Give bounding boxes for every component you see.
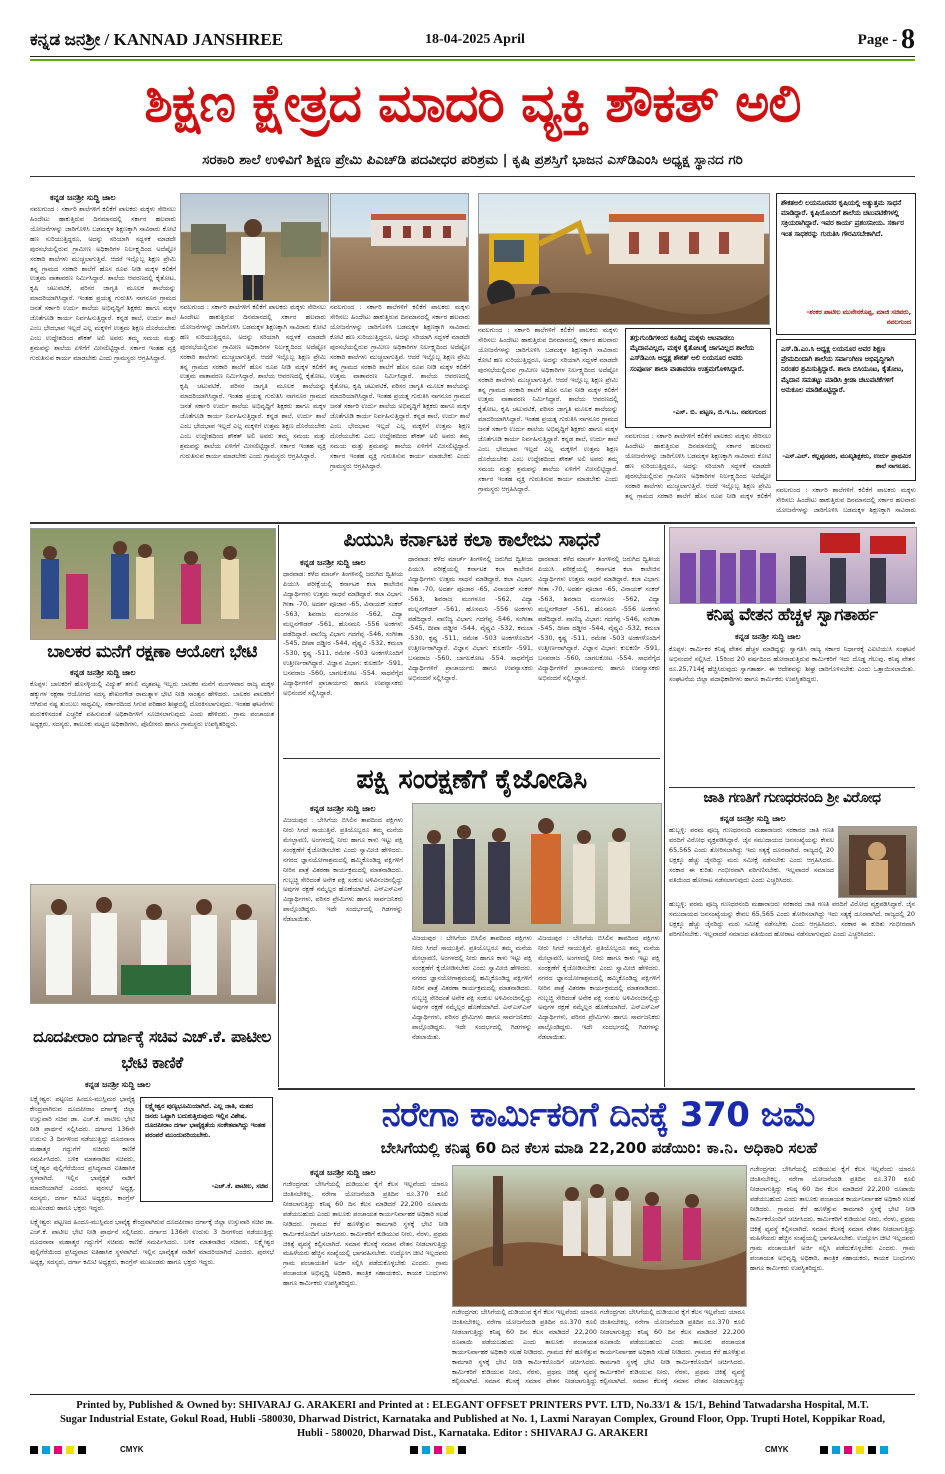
census-story-title: ಜಾತಿ ಗಣತಿಗೆ ಗುಣಧರನಂದಿ ಶ್ರೀ ವಿರೋಧ [703, 790, 881, 806]
lead-body-col1: ನವಲಗುಂದ : ಸರ್ಕಾರಿ ಶಾಲೆಗಳಿಗೆ ಕಲಿಕೆಗೆ ಪಾಲಕರು ಮಕ್ಕಳು ಸೇರಿಸಲು ಹಿಂದೇಟು ಹಾಕುತ್ತಿರುವ ದಿನಮಾನದಲ್ಲಿ ಸರ್ಕಾರ ಹಲವಾರು ಯೋಜನೆಗಳನ್ನು ಜಾರಿಗೊಳಿಸಿ ಬಡಮಕ್ಕಳ ಶಿಕ್ಷಣಕ್ಕಾಗಿ ಸಾವಿರಾರು ಕೋಟಿ ಹಣ ಸುರಿಯುತ್ತಿದ್ದರೂ, ಅದನ್ನು ಸರಿಯಾಗಿ ಸದ್ಬಳಕೆ ಮಾಡದೇ ಪುರಸಭೆಯಲ್ಲಿರುವ ಗ್ರಾಮೀಣ ಅಧಿಕಾರಿಗಳ ನಿರ್ಲಕ್ಷ್ಯದಿಂದ ಅದೆಷ್ಟೋ ಸರಕಾರಿ ಶಾಲೆಗಳು ಮುಚ್ಚಲಾಗುತ್ತಿವೆ. ಆದರೆ ಇಲ್ಲೊಬ್ಬ ಶಿಕ್ಷಣ ಪ್ರೇಮಿ ತನ್ನ ಗ್ರಾಮದ ಸರಕಾರಿ ಶಾಲೆಗೆ ಹೊಸ ರೂಪ ನೀಡಿ ಮಕ್ಕಳ ಕಲಿಕೆಗೆ ಉತ್ತಮ ವಾತಾವರಣ ನಿರ್ಮಿಸಿದ್ದಾರೆ. ಶಾಲೆಯ ಆವರಣದಲ್ಲಿ ಕೈತೋಟ, ಕೃಷಿ ಚಟುವಟಿಕೆ, ಪರಿಸರ ಜಾಗೃತಿ ಮೂಲಕ ಶಾಲೆಯನ್ನು ಮಾದರಿಯಾಗಿಸಿದ್ದಾರೆ. ಇಂತಹ ಪ್ರಯತ್ನ ಗುರುತಿಸಿ ನಾಗನೂರ ಗ್ರಾಮದ ಜನತೆ ಸರ್ಕಾರಿ ಉರ್ದು ಶಾಲೆಯ ಅಭಿವೃದ್ಧಿಗೆ ಶಿಕ್ಷಕರು ಹಾಗೂ ಮಕ್ಕಳ ಜೊತೆಗೂಡಿ ಕಾರ್ಯ ನಿರ್ವಹಿಸುತ್ತಿದ್ದಾರೆ. ಕನ್ನಡ ಶಾಲೆ, ಉರ್ದು ಶಾಲೆ ಎಂಬ ಭೇದಭಾವ ಇಲ್ಲದೆ ಎಲ್ಲ ಮಕ್ಕಳಿಗೆ ಉತ್ತಮ ಶಿಕ್ಷಣ ದೊರೆಯಬೇಕು ಎಂಬ ಉದ್ದೇಶದಿಂದ ಶೌಕತ್ ಅಲಿ ಅವರು ತಮ್ಮ ಸಮಯ ಮತ್ತು ಶ್ರಮವನ್ನು ಶಾಲೆಯ ಏಳಿಗೆಗೆ ಮೀಸಲಿಟ್ಟಿದ್ದಾರೆ. ಸರ್ಕಾರ ಇಂತಹ ವ್ಯಕ್ತಿ ಗುರುತಿಸುವ ಕಾರ್ಯ ಮಾಡಬೇಕು ಎಂದು ಗ್ರಾಮಸ್ಥರು ಆಗ್ರಹಿಸಿದ್ದಾರೆ. [30, 205, 176, 362]
masthead-accent-rule [30, 59, 915, 61]
nrega-story-title: ನರೇಗಾ ಕಾರ್ಮಿಕರಿಗೆ ದಿನಕ್ಕೆ 370 ಜಮೆ [381, 1095, 817, 1135]
college-story-col2: ಧಾರವಾಡ: ಕಳೆದ ಮಾರ್ಚ್ ತಿಂಗಳಿನಲ್ಲಿ ಜರುಗಿದ ದ್ವಿತೀಯ ಪಿಯುಸಿ ಪರೀಕ್ಷೆಯಲ್ಲಿ ಕರ್ನಾಟಕ ಕಲಾ ಕಾಲೇಜಿನ ವಿದ್ಯಾರ್ಥಿಗಳು ಉತ್ತಮ ಸಾಧನೆ ಮಾಡಿದ್ದಾರೆ. ಕಲಾ ವಿಭಾಗ: ಗೀತಾ -70, ಅದರ್ಶ ಪೂಜಾರ -65, ವಿನಾಯಕ್ ಸಂಕರ್ -563, ಶಿವರಾಜ ಮಂಗಳೂರ -562, ವಿದ್ಯಾ ಮಲ್ಲನಗೌಡರ್ -561, ಹೊಸಮನಿ -556 ಅಂಕಗಳು ಪಡೆದಿದ್ದಾರೆ. ವಾಣಿಜ್ಯ ವಿಭಾಗ: ಗದಗೆಪ್ಪ -546, ಸಂಗೀತಾ -545, ದೀಪಾ ದಡ್ಡೀರ -544, ವೈಷ್ಣವಿ -532, ಕಮಲಾ -530, ಕೃಷ್ಣ -511, ರಮೇಶ -503 ಅಂಕಗಳೊಂದಿಗೆ ಉತ್ತೀರ್ಣರಾಗಿದ್ದಾರೆ. ವಿಜ್ಞಾನ ವಿಭಾಗ: ಕುಲಕರ್ಣಿ -591, ಬಸವರಾಜ -560, ಬಾಗಲಕೋಟ -554. ಸಾಧನೆಗೈದ ವಿದ್ಯಾರ್ಥಿಗಳಿಗೆ ಪ್ರಾಚಾರ್ಯರು ಹಾಗೂ ಉಪನ್ಯಾಸಕರು ಅಭಿನಂದನೆ ಸಲ್ಲಿಸಿದ್ದಾರೆ. [408, 555, 533, 683]
birds-story-byline: ಕನ್ನಡ ಜನಶ್ರೀ ಸುದ್ದಿ ಜಾಲ [310, 804, 376, 813]
issue-date: 18-04-2025 April [425, 32, 525, 47]
census-story-col2: ಹುಬ್ಬಳ್ಳಿ: ಪರಮ ಪೂಜ್ಯ ಗುಣಧರನಂದಿ ಮಹಾರಾಜರು ಸರಕಾರದ ಜಾತಿ ಗಣತಿ ವರದಿಗೆ ವಿರೋಧ ವ್ಯಕ್ತಪಡಿಸಿದ್ದಾರೆ. ಜೈನ ಸಮುದಾಯದ ಜನಸಂಖ್ಯೆಯನ್ನು ಕೇವಲ 65,565 ಎಂದು ತೋರಿಸಲಾಗಿದ್ದು ಇದು ಸತ್ಯಕ್ಕೆ ದೂರವಾಗಿದೆ. ರಾಜ್ಯದಲ್ಲಿ 20 ಲಕ್ಷಕ್ಕೂ ಹೆಚ್ಚು ಜೈನರಿದ್ದು ಮರು ಸಮೀಕ್ಷೆ ನಡೆಸಬೇಕು ಎಂದು ಆಗ್ರಹಿಸಿದರು. ಸರಕಾರ ಈ ಕುರಿತು ಗಂಭೀರವಾಗಿ ಪರಿಗಣಿಸಬೇಕು. ಇಲ್ಲವಾದರೆ ಸಮಾಜದ ವತಿಯಿಂದ ಹೋರಾಟ ನಡೆಸಲಾಗುವುದು ಎಂದು ಎಚ್ಚರಿಸಿದರು. [669, 900, 915, 938]
dargah-story-byline: ಕನ್ನಡ ಜನಶ್ರೀ ಸುದ್ದಿ ಜಾಲ [85, 1080, 151, 1089]
birds-story-col1: ವಿಜಯಪುರ : ಬೇಸಿಗೆಯ ಬಿಸಿಲಿನ ತಾಪದಿಂದ ಪಕ್ಷಿಗಳು ನೀರು ಸಿಗದೆ ಸಾಯುತ್ತಿವೆ. ಪ್ರತಿಯೊಬ್ಬರೂ ತಮ್ಮ ಮನೆಯ ಮೇಲ್ಛಾವಣಿ, ಅಂಗಳದಲ್ಲಿ ನೀರು ಹಾಗೂ ಕಾಳು ಇಟ್ಟು ಪಕ್ಷಿ ಸಂರಕ್ಷಣೆಗೆ ಕೈಜೋಡಿಸಬೇಕು ಎಂದು ಸ್ವಾಮೀಜಿ ಹೇಳಿದರು. ನಗರದ ಜ್ಞಾನಯೋಗಾಶ್ರಮದಲ್ಲಿ ಹಮ್ಮಿಕೊಂಡಿದ್ದ ಪಕ್ಷಿಗಳಿಗೆ ನೀರಿನ ಪಾತ್ರೆ ವಿತರಣಾ ಕಾರ್ಯಕ್ರಮದಲ್ಲಿ ಮಾತನಾಡಿದರು. ಗುಬ್ಬಚ್ಚಿ ಸೇರಿದಂತೆ ಅನೇಕ ಪಕ್ಷಿ ಸಂಕುಲ ಅಳಿವಿನಂಚಿನಲ್ಲಿದ್ದು ಅವುಗಳ ರಕ್ಷಣೆ ನಮ್ಮೆಲ್ಲರ ಹೊಣೆಯಾಗಿದೆ. ಎನ್‌ಎಸ್‌ಎಸ್ ವಿದ್ಯಾರ್ಥಿಗಳು, ಪರಿಸರ ಪ್ರೇಮಿಗಳು ಹಾಗೂ ಸಾರ್ವಜನಿಕರು ಪಾಲ್ಗೊಂಡಿದ್ದರು. ಇದೇ ಸಂದರ್ಭದಲ್ಲಿ ಗಿಡಗಳನ್ನು ನೆಡಲಾಯಿತು. [283, 816, 403, 924]
quote-headmaster-text: ಎಸ್.ಡಿ.ಎಂ.ಸಿ ಅಧ್ಯಕ್ಷ ಲಯನೂರ ಅವರ ಶಿಕ್ಷಣ ಪ್ರೇಮದಿಂದಾಗಿ ಶಾಲೆಯ ಸರ್ವಾಂಗೀಣ ಅಭಿವೃದ್ಧಿಗಾಗಿ ನಿರಂತರ ಶ್ರಮಿಸುತ್ತಿದ್ದಾರೆ. ಶಾಲಾ ಬಿಸಿಯೂಟ, ಕೈತೋಟ, ಮೈದಾನ ಸಮತಟ್ಟು ಮಾಡಿಸಿ ಕ್ರೀಡಾ ಚಟುವಟಿಕೆಗಳಿಗೆ ಅನುಕೂಲ ಮಾಡಿಕೊಟ್ಟಿದ್ದಾರೆ. [781, 345, 904, 394]
census-story-byline: ಕನ್ನಡ ಜನಶ್ರೀ ಸುದ್ದಿ ಜಾಲ [720, 814, 786, 823]
child-story-title: ಬಾಲಕರ ಮನೆಗೆ ರಕ್ಷಣಾ ಆಯೋಗ ಭೇಟಿ [47, 642, 257, 662]
wages-story-title: ಕನಿಷ್ಠ ವೇತನ ಹೆಚ್ಚಳ ಸ್ವಾಗತಾರ್ಹ [706, 605, 878, 625]
nrega-story-photo [452, 1165, 747, 1307]
college-story-byline: ಕನ್ನಡ ಜನಶ್ರೀ ಸುದ್ದಿ ಜಾಲ [300, 558, 366, 567]
section-rule-1 [30, 522, 915, 524]
column-divider-2 [664, 525, 665, 1087]
lead-photo-man [180, 193, 329, 302]
dargah-story-photo [30, 884, 276, 1004]
quote-minister-author: -ಶಂಕರ ಪಾಟೀಲ ಮುನೇನಕೊಪ್ಪ, ಮಾಜಿ ಸಚಿವರು, ನವಲಗುಂದ [806, 308, 911, 326]
birds-story-col3: ವಿಜಯಪುರ : ಬೇಸಿಗೆಯ ಬಿಸಿಲಿನ ತಾಪದಿಂದ ಪಕ್ಷಿಗಳು ನೀರು ಸಿಗದೆ ಸಾಯುತ್ತಿವೆ. ಪ್ರತಿಯೊಬ್ಬರೂ ತಮ್ಮ ಮನೆಯ ಮೇಲ್ಛಾವಣಿ, ಅಂಗಳದಲ್ಲಿ ನೀರು ಹಾಗೂ ಕಾಳು ಇಟ್ಟು ಪಕ್ಷಿ ಸಂರಕ್ಷಣೆಗೆ ಕೈಜೋಡಿಸಬೇಕು ಎಂದು ಸ್ವಾಮೀಜಿ ಹೇಳಿದರು. ನಗರದ ಜ್ಞಾನಯೋಗಾಶ್ರಮದಲ್ಲಿ ಹಮ್ಮಿಕೊಂಡಿದ್ದ ಪಕ್ಷಿಗಳಿಗೆ ನೀರಿನ ಪಾತ್ರೆ ವಿತರಣಾ ಕಾರ್ಯಕ್ರಮದಲ್ಲಿ ಮಾತನಾಡಿದರು. ಗುಬ್ಬಚ್ಚಿ ಸೇರಿದಂತೆ ಅನೇಕ ಪಕ್ಷಿ ಸಂಕುಲ ಅಳಿವಿನಂಚಿನಲ್ಲಿದ್ದು ಅವುಗಳ ರಕ್ಷಣೆ ನಮ್ಮೆಲ್ಲರ ಹೊಣೆಯಾಗಿದೆ. ಎನ್‌ಎಸ್‌ಎಸ್ ವಿದ್ಯಾರ್ಥಿಗಳು, ಪರಿಸರ ಪ್ರೇಮಿಗಳು ಹಾಗೂ ಸಾರ್ವಜನಿಕರು ಪಾಲ್ಗೊಂಡಿದ್ದರು. ಇದೇ ಸಂದರ್ಭದಲ್ಲಿ ಗಿಡಗಳನ್ನು ನೆಡಲಾಯಿತು. [538, 934, 660, 1042]
lead-quote-beo [625, 328, 771, 428]
quote-beo-author: -ಎಸ್. ಬಿ. ಪಟ್ಟಣ, ಬಿ.ಇ.ಒ. ನವಲಗುಂದ [672, 408, 766, 416]
college-story-col1: ಧಾರವಾಡ: ಕಳೆದ ಮಾರ್ಚ್ ತಿಂಗಳಿನಲ್ಲಿ ಜರುಗಿದ ದ್ವಿತೀಯ ಪಿಯುಸಿ ಪರೀಕ್ಷೆಯಲ್ಲಿ ಕರ್ನಾಟಕ ಕಲಾ ಕಾಲೇಜಿನ ವಿದ್ಯಾರ್ಥಿಗಳು ಉತ್ತಮ ಸಾಧನೆ ಮಾಡಿದ್ದಾರೆ. ಕಲಾ ವಿಭಾಗ: ಗೀತಾ -70, ಅದರ್ಶ ಪೂಜಾರ -65, ವಿನಾಯಕ್ ಸಂಕರ್ -563, ಶಿವರಾಜ ಮಂಗಳೂರ -562, ವಿದ್ಯಾ ಮಲ್ಲನಗೌಡರ್ -561, ಹೊಸಮನಿ -556 ಅಂಕಗಳು ಪಡೆದಿದ್ದಾರೆ. ವಾಣಿಜ್ಯ ವಿಭಾಗ: ಗದಗೆಪ್ಪ -546, ಸಂಗೀತಾ -545, ದೀಪಾ ದಡ್ಡೀರ -544, ವೈಷ್ಣವಿ -532, ಕಮಲಾ -530, ಕೃಷ್ಣ -511, ರಮೇಶ -503 ಅಂಕಗಳೊಂದಿಗೆ ಉತ್ತೀರ್ಣರಾಗಿದ್ದಾರೆ. ವಿಜ್ಞಾನ ವಿಭಾಗ: ಕುಲಕರ್ಣಿ -591, ಬಸವರಾಜ -560, ಬಾಗಲಕೋಟ -554. ಸಾಧನೆಗೈದ ವಿದ್ಯಾರ್ಥಿಗಳಿಗೆ ಪ್ರಾಚಾರ್ಯರು ಹಾಗೂ ಉಪನ್ಯಾಸಕರು ಅಭಿನಂದನೆ ಸಲ್ಲಿಸಿದ್ದಾರೆ. [283, 570, 403, 698]
color-bar-right [820, 1446, 900, 1454]
child-story-byline: ಕನ್ನಡ ಜನಶ್ರೀ ಸುದ್ದಿ ಜಾಲ [70, 668, 136, 677]
child-story-photo [30, 528, 276, 640]
birds-top-rule [283, 758, 660, 759]
imprint-footer [30, 1394, 915, 1442]
college-story-col3: ಧಾರವಾಡ: ಕಳೆದ ಮಾರ್ಚ್ ತಿಂಗಳಿನಲ್ಲಿ ಜರುಗಿದ ದ್ವಿತೀಯ ಪಿಯುಸಿ ಪರೀಕ್ಷೆಯಲ್ಲಿ ಕರ್ನಾಟಕ ಕಲಾ ಕಾಲೇಜಿನ ವಿದ್ಯಾರ್ಥಿಗಳು ಉತ್ತಮ ಸಾಧನೆ ಮಾಡಿದ್ದಾರೆ. ಕಲಾ ವಿಭಾಗ: ಗೀತಾ -70, ಅದರ್ಶ ಪೂಜಾರ -65, ವಿನಾಯಕ್ ಸಂಕರ್ -563, ಶಿವರಾಜ ಮಂಗಳೂರ -562, ವಿದ್ಯಾ ಮಲ್ಲನಗೌಡರ್ -561, ಹೊಸಮನಿ -556 ಅಂಕಗಳು ಪಡೆದಿದ್ದಾರೆ. ವಾಣಿಜ್ಯ ವಿಭಾಗ: ಗದಗೆಪ್ಪ -546, ಸಂಗೀತಾ -545, ದೀಪಾ ದಡ್ಡೀರ -544, ವೈಷ್ಣವಿ -532, ಕಮಲಾ -530, ಕೃಷ್ಣ -511, ರಮೇಶ -503 ಅಂಕಗಳೊಂದಿಗೆ ಉತ್ತೀರ್ಣರಾಗಿದ್ದಾರೆ. ವಿಜ್ಞಾನ ವಿಭಾಗ: ಕುಲಕರ್ಣಿ -591, ಬಸವರಾಜ -560, ಬಾಗಲಕೋಟ -554. ಸಾಧನೆಗೈದ ವಿದ್ಯಾರ್ಥಿಗಳಿಗೆ ಪ್ರಾಚಾರ್ಯರು ಹಾಗೂ ಉಪನ್ಯಾಸಕರು ಅಭಿನಂದನೆ ಸಲ್ಲಿಸಿದ್ದಾರೆ. [538, 555, 660, 683]
column-divider-1 [278, 525, 279, 1087]
census-story-photo [838, 826, 917, 898]
college-story-title: ಪಿಯುಸಿ ಕರ್ನಾಟಕ ಕಲಾ ಕಾಲೇಜು ಸಾಧನೆ [343, 527, 600, 551]
dargah-quote-text: ಲಕ್ಷ್ಮೇಶ್ವರ ಪುಣ್ಯಭೂಮಿಯಾಗಿದೆ. ಎಲ್ಲ ಜಾತಿ, ಮತದ ಜನರು ಒಟ್ಟಾಗಿ ಬದುಕುತ್ತಿರುವುದು ಇಲ್ಲಿನ ವಿಶೇಷ. ದೂದಪೀರಾಂ ದರ್ಗಾ ಭಾವೈಕ್ಯತೆಯ ಸಂಕೇತವಾಗಿದ್ದು ಇಂತಹ ಪರಂಪರೆ ಮುಂದುವರಿಯಬೇಕು. [145, 1102, 266, 1139]
census-story-col1: ಹುಬ್ಬಳ್ಳಿ: ಪರಮ ಪೂಜ್ಯ ಗುಣಧರನಂದಿ ಮಹಾರಾಜರು ಸರಕಾರದ ಜಾತಿ ಗಣತಿ ವರದಿಗೆ ವಿರೋಧ ವ್ಯಕ್ತಪಡಿಸಿದ್ದಾರೆ. ಜೈನ ಸಮುದಾಯದ ಜನಸಂಖ್ಯೆಯನ್ನು ಕೇವಲ 65,565 ಎಂದು ತೋರಿಸಲಾಗಿದ್ದು ಇದು ಸತ್ಯಕ್ಕೆ ದೂರವಾಗಿದೆ. ರಾಜ್ಯದಲ್ಲಿ 20 ಲಕ್ಷಕ್ಕೂ ಹೆಚ್ಚು ಜೈನರಿದ್ದು ಮರು ಸಮೀಕ್ಷೆ ನಡೆಸಬೇಕು ಎಂದು ಆಗ್ರಹಿಸಿದರು. ಸರಕಾರ ಈ ಕುರಿತು ಗಂಭೀರವಾಗಿ ಪರಿಗಣಿಸಬೇಕು. ಇಲ್ಲವಾದರೆ ಸಮಾಜದ ವತಿಯಿಂದ ಹೋರಾಟ ನಡೆಸಲಾಗುವುದು ಎಂದು ಎಚ್ಚರಿಸಿದರು. [669, 826, 834, 884]
nrega-story-col3: ಗಜೇಂದ್ರಗಡ: ಬೇಸಿಗೆಯಲ್ಲಿ ದುಡಿಯುವ ಕೈಗೆ ಕೆಲಸ ಇಲ್ಲವೆಂದು ಯಾರೂ ಚಿಂತಿಸಬೇಕಿಲ್ಲ. ನರೇಗಾ ಯೋಜನೆಯಡಿ ಪ್ರತಿದಿನ ರೂ.370 ಕೂಲಿ ನೀಡಲಾಗುತ್ತಿದ್ದು ಕನಿಷ್ಠ 60 ದಿನ ಕೆಲಸ ಮಾಡಿದರೆ 22,200 ರೂಪಾಯಿ ಪಡೆಯಬಹುದು ಎಂದು ತಾಲೂಕು ಪಂಚಾಯತ ಕಾರ್ಯನಿರ್ವಾಹಕ ಅಧಿಕಾರಿ ಸಲಹೆ ನೀಡಿದರು. ಗ್ರಾಮದ ಕೆರೆ ಹೂಳೆತ್ತುವ ಕಾಮಗಾರಿ ಸ್ಥಳಕ್ಕೆ ಭೇಟಿ ನೀಡಿ ಕಾರ್ಮಿಕರೊಂದಿಗೆ ಚರ್ಚಿಸಿದರು. ಕಾರ್ಮಿಕರಿಗೆ ಕುಡಿಯುವ ನೀರು, ನೆರಳು, ಪ್ರಥಮ ಚಿಕಿತ್ಸೆ ವ್ಯವಸ್ಥೆ ಕಲ್ಪಿಸಲಾಗಿದೆ. ಸಮಾನ ಕೆಲಸಕ್ಕೆ ಸಮಾನ ವೇತನ ನೀಡಲಾಗುತ್ತಿದ್ದು [600, 1308, 745, 1386]
cmyk-mark-left: CMYK [120, 1445, 144, 1454]
dargah-story-body-col1: ಲಕ್ಷ್ಮೇಶ್ವರ: ಪಟ್ಟಣದ ಹಿಂದೂ-ಮುಸ್ಲಿಮರ ಭಾವೈಕ್ಯ ಕೇಂದ್ರವಾಗಿರುವ ದೂದಪೀರಾಂ ದರ್ಗಾಕ್ಕೆ ಜಿಲ್ಲಾ ಉಸ್ತುವಾರಿ ಸಚಿವ ಡಾ. ಎಚ್.ಕೆ. ಪಾಟೀಲ ಭೇಟಿ ನೀಡಿ ಪ್ರಾರ್ಥನೆ ಸಲ್ಲಿಸಿದರು. ದರ್ಗಾದ 136ನೇ ಉರುಸು 3 ದಿನಗಳಿಂದ ನಡೆಯುತ್ತಿದ್ದು ದೂದನಾನಾ ಮಹಾತ್ಮರ ಗದ್ದುಗೆಗೆ ಸಚಿವರು ಕಾಣಿಕೆ ಸಮರ್ಪಿಸಿದರು. ಬಳಿಕ ಮಾತನಾಡಿದ ಸಚಿವರು, ಲಕ್ಷ್ಮೇಶ್ವರ ಪುಲ್ಲಿಗೆರೆಯಿಂದ ಪ್ರಸಿದ್ಧವಾದ ಐತಿಹಾಸಿಕ ಸ್ಥಳವಾಗಿದೆ. ಇಲ್ಲಿನ ಭಾವೈಕ್ಯತೆ ನಾಡಿಗೆ ಮಾದರಿಯಾಗಿದೆ ಎಂದರು. ಪುರಸಭೆ ಅಧ್ಯಕ್ಷ, ಸದಸ್ಯರು, ದರ್ಗಾ ಕಮಿಟಿ ಅಧ್ಯಕ್ಷರು, ಕಾಂಗ್ರೆಸ್ ಮುಖಂಡರು ಹಾಗೂ ಭಕ್ತರು ಇದ್ದರು. [30, 1095, 135, 1213]
imprint-line-2: Sugar Industrial Estate, Gokul Road, Hubli -580030, Dharwad District, Karnataka and Published at No. 1, Laxmi Narayan Complex, Ground Floor, Opp. Trupti Hotel, Koppikar Road, [59, 1414, 886, 1426]
child-story-body: ಕೊಪ್ಪಳ: ಬಾಲಕರಿಗೆ ಹೊಸಳ್ಳಿಯಲ್ಲಿ ವಿದ್ಯುತ್ ತಗುಲಿ ಮೃತಪಟ್ಟ ಇಬ್ಬರು ಬಾಲಕರ ಮನೆಗೆ ಮಂಗಳವಾರ ರಾಜ್ಯ ಮಕ್ಕಳ ಹಕ್ಕುಗಳ ರಕ್ಷಣಾ ಆಯೋಗದ ಸದಸ್ಯ ಶೇಖರಗೌಡ ರಾಮತ್ನಾಳ ಭೇಟಿ ನೀಡಿ ಸಾಂತ್ವನ ಹೇಳಿದರು. ಬಾಲಕರ ಪಾಲಕರಿಗೆ ಆಗಿರುವ ನಷ್ಟ ತುಂಬಲು ಸಾಧ್ಯವಿಲ್ಲ. ಸರ್ಕಾರದಿಂದ ಸಿಗುವ ಪರಿಹಾರ ಶೀಘ್ರದಲ್ಲಿ ದೊರಕಿಸಲಾಗುವುದು. ಇಂತಹ ಘಟನೆಗಳು ಮರುಕಳಿಸದಂತೆ ಎಚ್ಚರಿಕೆ ವಹಿಸುವಂತೆ ಅಧಿಕಾರಿಗಳಿಗೆ ಸೂಚಿಸಲಾಗುವುದು ಎಂದು ಹೇಳಿದರು. ಗ್ರಾಮ ಪಂಚಾಯತ ಅಧ್ಯಕ್ಷರು, ಸದಸ್ಯರು, ತಾಲೂಕು ಮಟ್ಟದ ಅಧಿಕಾರಿಗಳು, ಪೊಲೀಸರು ಹಾಗೂ ಗ್ರಾಮಸ್ಥರು ಉಪಸ್ಥಿತರಿದ್ದರು. [30, 680, 274, 728]
wages-story-byline: ಕನ್ನಡ ಜನಶ್ರೀ ಸುದ್ದಿ ಜಾಲ [735, 632, 801, 641]
lead-body-col6: ನವಲಗುಂದ : ಸರ್ಕಾರಿ ಶಾಲೆಗಳಿಗೆ ಕಲಿಕೆಗೆ ಪಾಲಕರು ಮಕ್ಕಳು ಸೇರಿಸಲು ಹಿಂದೇಟು ಹಾಕುತ್ತಿರುವ ದಿನಮಾನದಲ್ಲಿ ಸರ್ಕಾರ ಹಲವಾರು ಯೋಜನೆಗಳನ್ನು ಜಾರಿಗೊಳಿಸಿ ಬಡಮಕ್ಕಳ ಶಿಕ್ಷಣಕ್ಕಾಗಿ ಸಾವಿರಾರು [776, 486, 916, 514]
print-registration-strip [30, 1444, 915, 1458]
nrega-story-col2: ಗಜೇಂದ್ರಗಡ: ಬೇಸಿಗೆಯಲ್ಲಿ ದುಡಿಯುವ ಕೈಗೆ ಕೆಲಸ ಇಲ್ಲವೆಂದು ಯಾರೂ ಚಿಂತಿಸಬೇಕಿಲ್ಲ. ನರೇಗಾ ಯೋಜನೆಯಡಿ ಪ್ರತಿದಿನ ರೂ.370 ಕೂಲಿ ನೀಡಲಾಗುತ್ತಿದ್ದು ಕನಿಷ್ಠ 60 ದಿನ ಕೆಲಸ ಮಾಡಿದರೆ 22,200 ರೂಪಾಯಿ ಪಡೆಯಬಹುದು ಎಂದು ತಾಲೂಕು ಪಂಚಾಯತ ಕಾರ್ಯನಿರ್ವಾಹಕ ಅಧಿಕಾರಿ ಸಲಹೆ ನೀಡಿದರು. ಗ್ರಾಮದ ಕೆರೆ ಹೂಳೆತ್ತುವ ಕಾಮಗಾರಿ ಸ್ಥಳಕ್ಕೆ ಭೇಟಿ ನೀಡಿ ಕಾರ್ಮಿಕರೊಂದಿಗೆ ಚರ್ಚಿಸಿದರು. ಕಾರ್ಮಿಕರಿಗೆ ಕುಡಿಯುವ ನೀರು, ನೆರಳು, ಪ್ರಥಮ ಚಿಕಿತ್ಸೆ ವ್ಯವಸ್ಥೆ ಕಲ್ಪಿಸಲಾಗಿದೆ. ಸಮಾನ ಕೆಲಸಕ್ಕೆ ಸಮಾನ ವೇತನ ನೀಡಲಾಗುತ್ತಿದ್ದು [452, 1308, 597, 1386]
page-label: Page - [857, 32, 898, 48]
quote-headmaster-author: -ಎಸ್.ಎಲ್. ಕಲ್ಲಪ್ಪನವರ, ಮುಖ್ಯಶಿಕ್ಷಕರು, ಉರ್ದು ಪ್ರಾಥಮಿಕ ಶಾಲೆ ನಾಗನೂರ. [782, 452, 911, 470]
color-bar-left [30, 1446, 90, 1454]
birds-story-col2: ವಿಜಯಪುರ : ಬೇಸಿಗೆಯ ಬಿಸಿಲಿನ ತಾಪದಿಂದ ಪಕ್ಷಿಗಳು ನೀರು ಸಿಗದೆ ಸಾಯುತ್ತಿವೆ. ಪ್ರತಿಯೊಬ್ಬರೂ ತಮ್ಮ ಮನೆಯ ಮೇಲ್ಛಾವಣಿ, ಅಂಗಳದಲ್ಲಿ ನೀರು ಹಾಗೂ ಕಾಳು ಇಟ್ಟು ಪಕ್ಷಿ ಸಂರಕ್ಷಣೆಗೆ ಕೈಜೋಡಿಸಬೇಕು ಎಂದು ಸ್ವಾಮೀಜಿ ಹೇಳಿದರು. ನಗರದ ಜ್ಞಾನಯೋಗಾಶ್ರಮದಲ್ಲಿ ಹಮ್ಮಿಕೊಂಡಿದ್ದ ಪಕ್ಷಿಗಳಿಗೆ ನೀರಿನ ಪಾತ್ರೆ ವಿತರಣಾ ಕಾರ್ಯಕ್ರಮದಲ್ಲಿ ಮಾತನಾಡಿದರು. ಗುಬ್ಬಚ್ಚಿ ಸೇರಿದಂತೆ ಅನೇಕ ಪಕ್ಷಿ ಸಂಕುಲ ಅಳಿವಿನಂಚಿನಲ್ಲಿದ್ದು ಅವುಗಳ ರಕ್ಷಣೆ ನಮ್ಮೆಲ್ಲರ ಹೊಣೆಯಾಗಿದೆ. ಎನ್‌ಎಸ್‌ಎಸ್ ವಿದ್ಯಾರ್ಥಿಗಳು, ಪರಿಸರ ಪ್ರೇಮಿಗಳು ಹಾಗೂ ಸಾರ್ವಜನಿಕರು ಪಾಲ್ಗೊಂಡಿದ್ದರು. ಇದೇ ಸಂದರ್ಭದಲ್ಲಿ ಗಿಡಗಳನ್ನು ನೆಡಲಾಯಿತು. [412, 934, 532, 1042]
color-bar-center [410, 1446, 470, 1454]
page-number [858, 24, 915, 56]
lead-body-col3: ನವಲಗುಂದ : ಸರ್ಕಾರಿ ಶಾಲೆಗಳಿಗೆ ಕಲಿಕೆಗೆ ಪಾಲಕರು ಮಕ್ಕಳು ಸೇರಿಸಲು ಹಿಂದೇಟು ಹಾಕುತ್ತಿರುವ ದಿನಮಾನದಲ್ಲಿ ಸರ್ಕಾರ ಹಲವಾರು ಯೋಜನೆಗಳನ್ನು ಜಾರಿಗೊಳಿಸಿ ಬಡಮಕ್ಕಳ ಶಿಕ್ಷಣಕ್ಕಾಗಿ ಸಾವಿರಾರು ಕೋಟಿ ಹಣ ಸುರಿಯುತ್ತಿದ್ದರೂ, ಅದನ್ನು ಸರಿಯಾಗಿ ಸದ್ಬಳಕೆ ಮಾಡದೇ ಪುರಸಭೆಯಲ್ಲಿರುವ ಗ್ರಾಮೀಣ ಅಧಿಕಾರಿಗಳ ನಿರ್ಲಕ್ಷ್ಯದಿಂದ ಅದೆಷ್ಟೋ ಸರಕಾರಿ ಶಾಲೆಗಳು ಮುಚ್ಚಲಾಗುತ್ತಿವೆ. ಆದರೆ ಇಲ್ಲೊಬ್ಬ ಶಿಕ್ಷಣ ಪ್ರೇಮಿ ತನ್ನ ಗ್ರಾಮದ ಸರಕಾರಿ ಶಾಲೆಗೆ ಹೊಸ ರೂಪ ನೀಡಿ ಮಕ್ಕಳ ಕಲಿಕೆಗೆ ಉತ್ತಮ ವಾತಾವರಣ ನಿರ್ಮಿಸಿದ್ದಾರೆ. ಶಾಲೆಯ ಆವರಣದಲ್ಲಿ ಕೈತೋಟ, ಕೃಷಿ ಚಟುವಟಿಕೆ, ಪರಿಸರ ಜಾಗೃತಿ ಮೂಲಕ ಶಾಲೆಯನ್ನು ಮಾದರಿಯಾಗಿಸಿದ್ದಾರೆ. ಇಂತಹ ಪ್ರಯತ್ನ ಗುರುತಿಸಿ ನಾಗನೂರ ಗ್ರಾಮದ ಜನತೆ ಸರ್ಕಾರಿ ಉರ್ದು ಶಾಲೆಯ ಅಭಿವೃದ್ಧಿಗೆ ಶಿಕ್ಷಕರು ಹಾಗೂ ಮಕ್ಕಳ ಜೊತೆಗೂಡಿ ಕಾರ್ಯ ನಿರ್ವಹಿಸುತ್ತಿದ್ದಾರೆ. ಕನ್ನಡ ಶಾಲೆ, ಉರ್ದು ಶಾಲೆ ಎಂಬ ಭೇದಭಾವ ಇಲ್ಲದೆ ಎಲ್ಲ ಮಕ್ಕಳಿಗೆ ಉತ್ತಮ ಶಿಕ್ಷಣ ದೊರೆಯಬೇಕು ಎಂಬ ಉದ್ದೇಶದಿಂದ ಶೌಕತ್ ಅಲಿ ಅವರು ತಮ್ಮ ಸಮಯ ಮತ್ತು ಶ್ರಮವನ್ನು ಶಾಲೆಯ ಏಳಿಗೆಗೆ ಮೀಸಲಿಟ್ಟಿದ್ದಾರೆ. ಸರ್ಕಾರ ಇಂತಹ ವ್ಯಕ್ತಿ ಗುರುತಿಸುವ ಕಾರ್ಯ ಮಾಡಬೇಕು ಎಂದು ಗ್ರಾಮಸ್ಥರು ಆಗ್ರಹಿಸಿದ್ದಾರೆ. [330, 303, 470, 470]
quote-minister-text: ಶೌಕತಅಲಿ ಲಯನೂರವರ ಕೃಷಿಯಲ್ಲಿ ಅತ್ಯುತ್ತಮ ಸಾಧನೆ ಮಾಡಿದ್ದಾರೆ. ಕೃಷಿಯೊಂದಿಗೆ ಶಾಲೆಯ ಚಟುವಟಿಕೆಗಳಲ್ಲಿ ಸಕ್ರಿಯರಾಗಿದ್ದಾರೆ. ಇವರ ಕಾರ್ಯ ಪ್ರಶಂಸನೀಯ. ಸರ್ಕಾರ ಇಂತ ಸಾಧಕರನ್ನು ಗುರುತಿಸಿ ಗೌರವಿಸಬೇಕಾಗಿದೆ. [781, 199, 904, 238]
lead-subhead: ಸರಕಾರಿ ಶಾಲೆ ಉಳಿವಿಗೆ ಶಿಕ್ಷಣ ಪ್ರೇಮಿ ಪಿಎಚ್‌ಡಿ ಪದವೀಧರ ಪರಿಶ್ರಮ | ಕೃಷಿ ಪ್ರಶಸ್ತಿಗೆ ಭಾಜನ ಎಸ್‌ಡಿಎಂಸಿ ಅಧ್ಯಕ್ಷ ಸ್ಥಾನದ ಗರಿ [202, 152, 743, 168]
lead-headline: ಶಿಕ್ಷಣ ಕ್ಷೇತ್ರದ ಮಾದರಿ ವ್ಯಕ್ತಿ ಶೌಕತ್ ಅಲಿ [144, 74, 801, 134]
dargah-story-title: ದೂದಪೀರಾಂ ದರ್ಗಾಕ್ಕೆ ಸಚಿವ ಎಚ್.ಕೆ. ಪಾಟೀಲ ಭೇಟಿ ಕಾಣಿಕೆ [33, 1027, 271, 1072]
newspaper-brand: ಕನ್ನಡ ಜನಶ್ರೀ / KANNAD JANSHREE [30, 30, 284, 49]
quote-beo-text: ತಗ್ಗುಗುಂಡಿಗಳಿಂದ ಕೂಡಿದ್ದ ಮಕ್ಕಳು ಆಟವಾಡಲು ಮೈದಾನವಿಲ್ಲದ, ಮಕ್ಕಳ ಕೈತೋಟಕ್ಕೆ ಜಾಗವಿಲ್ಲದ ಶಾಲೆಯ ಎಸ್‌ಡಿಎಂಸಿ ಅಧ್ಯಕ್ಷ ಶೌಕತ್ ಅಲಿ ಲಯನೂರ ಅವರು ಸಂಪೂರ್ಣ ಶಾಲಾ ವಾತಾವರಣ ಉತ್ತಮಗೊಳಿಸಿದ್ದಾರೆ. [630, 334, 754, 373]
imprint-line-3: Hubli - 580020, Dharwad Dist., Karnataka. Editor : SHIVARAJ G. ARAKERI [296, 1428, 649, 1440]
dargah-quote-author: -ಎಚ್.ಕೆ. ಪಾಟೀಲ, ಸಚಿವ [211, 1182, 268, 1190]
birds-story-title: ಪಕ್ಷಿ ಸಂರಕ್ಷಣೆಗೆ ಕೈಜೋಡಿಸಿ [356, 764, 587, 795]
nrega-story-subhead: ಬೇಸಿಗೆಯಲ್ಲಿ ಕನಿಷ್ಠ 60 ದಿನ ಕೆಲಸ ಮಾಡಿ 22,200 ಪಡೆಯಿರಿ: ಕಾ.ನಿ. ಅಧಿಕಾರಿ ಸಲಹೆ [380, 1139, 818, 1157]
lead-body-col2: ನವಲಗುಂದ : ಸರ್ಕಾರಿ ಶಾಲೆಗಳಿಗೆ ಕಲಿಕೆಗೆ ಪಾಲಕರು ಮಕ್ಕಳು ಸೇರಿಸಲು ಹಿಂದೇಟು ಹಾಕುತ್ತಿರುವ ದಿನಮಾನದಲ್ಲಿ ಸರ್ಕಾರ ಹಲವಾರು ಯೋಜನೆಗಳನ್ನು ಜಾರಿಗೊಳಿಸಿ ಬಡಮಕ್ಕಳ ಶಿಕ್ಷಣಕ್ಕಾಗಿ ಸಾವಿರಾರು ಕೋಟಿ ಹಣ ಸುರಿಯುತ್ತಿದ್ದರೂ, ಅದನ್ನು ಸರಿಯಾಗಿ ಸದ್ಬಳಕೆ ಮಾಡದೇ ಪುರಸಭೆಯಲ್ಲಿರುವ ಗ್ರಾಮೀಣ ಅಧಿಕಾರಿಗಳ ನಿರ್ಲಕ್ಷ್ಯದಿಂದ ಅದೆಷ್ಟೋ ಸರಕಾರಿ ಶಾಲೆಗಳು ಮುಚ್ಚಲಾಗುತ್ತಿವೆ. ಆದರೆ ಇಲ್ಲೊಬ್ಬ ಶಿಕ್ಷಣ ಪ್ರೇಮಿ ತನ್ನ ಗ್ರಾಮದ ಸರಕಾರಿ ಶಾಲೆಗೆ ಹೊಸ ರೂಪ ನೀಡಿ ಮಕ್ಕಳ ಕಲಿಕೆಗೆ ಉತ್ತಮ ವಾತಾವರಣ ನಿರ್ಮಿಸಿದ್ದಾರೆ. ಶಾಲೆಯ ಆವರಣದಲ್ಲಿ ಕೈತೋಟ, ಕೃಷಿ ಚಟುವಟಿಕೆ, ಪರಿಸರ ಜಾಗೃತಿ ಮೂಲಕ ಶಾಲೆಯನ್ನು ಮಾದರಿಯಾಗಿಸಿದ್ದಾರೆ. ಇಂತಹ ಪ್ರಯತ್ನ ಗುರುತಿಸಿ ನಾಗನೂರ ಗ್ರಾಮದ ಜನತೆ ಸರ್ಕಾರಿ ಉರ್ದು ಶಾಲೆಯ ಅಭಿವೃದ್ಧಿಗೆ ಶಿಕ್ಷಕರು ಹಾಗೂ ಮಕ್ಕಳ ಜೊತೆಗೂಡಿ ಕಾರ್ಯ ನಿರ್ವಹಿಸುತ್ತಿದ್ದಾರೆ. ಕನ್ನಡ ಶಾಲೆ, ಉರ್ದು ಶಾಲೆ ಎಂಬ ಭೇದಭಾವ ಇಲ್ಲದೆ ಎಲ್ಲ ಮಕ್ಕಳಿಗೆ ಉತ್ತಮ ಶಿಕ್ಷಣ ದೊರೆಯಬೇಕು ಎಂಬ ಉದ್ದೇಶದಿಂದ ಶೌಕತ್ ಅಲಿ ಅವರು ತಮ್ಮ ಸಮಯ ಮತ್ತು ಶ್ರಮವನ್ನು ಶಾಲೆಯ ಏಳಿಗೆಗೆ ಮೀಸಲಿಟ್ಟಿದ್ದಾರೆ. ಸರ್ಕಾರ ಇಂತಹ ವ್ಯಕ್ತಿ ಗುರುತಿಸುವ ಕಾರ್ಯ ಮಾಡಬೇಕು ಎಂದು ಗ್ರಾಮಸ್ಥರು ಆಗ್ರಹಿಸಿದ್ದಾರೆ. [180, 303, 326, 460]
wages-story-photo [669, 527, 917, 604]
nrega-story-col4: ಗಜೇಂದ್ರಗಡ: ಬೇಸಿಗೆಯಲ್ಲಿ ದುಡಿಯುವ ಕೈಗೆ ಕೆಲಸ ಇಲ್ಲವೆಂದು ಯಾರೂ ಚಿಂತಿಸಬೇಕಿಲ್ಲ. ನರೇಗಾ ಯೋಜನೆಯಡಿ ಪ್ರತಿದಿನ ರೂ.370 ಕೂಲಿ ನೀಡಲಾಗುತ್ತಿದ್ದು ಕನಿಷ್ಠ 60 ದಿನ ಕೆಲಸ ಮಾಡಿದರೆ 22,200 ರೂಪಾಯಿ ಪಡೆಯಬಹುದು ಎಂದು ತಾಲೂಕು ಪಂಚಾಯತ ಕಾರ್ಯನಿರ್ವಾಹಕ ಅಧಿಕಾರಿ ಸಲಹೆ ನೀಡಿದರು. ಗ್ರಾಮದ ಕೆರೆ ಹೂಳೆತ್ತುವ ಕಾಮಗಾರಿ ಸ್ಥಳಕ್ಕೆ ಭೇಟಿ ನೀಡಿ ಕಾರ್ಮಿಕರೊಂದಿಗೆ ಚರ್ಚಿಸಿದರು. ಕಾರ್ಮಿಕರಿಗೆ ಕುಡಿಯುವ ನೀರು, ನೆರಳು, ಪ್ರಥಮ ಚಿಕಿತ್ಸೆ ವ್ಯವಸ್ಥೆ ಕಲ್ಪಿಸಲಾಗಿದೆ. ಸಮಾನ ಕೆಲಸಕ್ಕೆ ಸಮಾನ ವೇತನ ನೀಡಲಾಗುತ್ತಿದ್ದು ಮಹಿಳೆಯರು ಹೆಚ್ಚಿನ ಸಂಖ್ಯೆಯಲ್ಲಿ ಭಾಗವಹಿಸಬೇಕು. ಉದ್ಯೋಗ ಚೀಟಿ ಇಲ್ಲದವರು ಗ್ರಾಮ ಪಂಚಾಯತಿಗೆ ಅರ್ಜಿ ಸಲ್ಲಿಸಿ ಪಡೆದುಕೊಳ್ಳಬೇಕು ಎಂದರು. ಗ್ರಾಮ ಪಂಚಾಯತ ಅಭಿವೃದ್ಧಿ ಅಧಿಕಾರಿ, ತಾಂತ್ರಿಕ ಸಹಾಯಕರು, ಕಾಯಕ ಬಂಧುಗಳು ಹಾಗೂ ಕಾರ್ಮಿಕರು ಉಪಸ್ಥಿತರಿದ್ದರು. [750, 1165, 915, 1273]
imprint-line-1: Printed by, Published & Owned by: SHIVARAJ G. ARAKERI and Printed at : ELEGANT OFFSET PRINTERS PVT. LTD, No.33/1 & 15/1, Behind Tatwadarsha Hospital, M.T. [76, 1400, 869, 1411]
dargah-quote-box [140, 1097, 273, 1202]
lead-quote-headmaster [776, 339, 916, 481]
page-number-value: 8 [901, 24, 915, 55]
lead-body-col4: ನವಲಗುಂದ : ಸರ್ಕಾರಿ ಶಾಲೆಗಳಿಗೆ ಕಲಿಕೆಗೆ ಪಾಲಕರು ಮಕ್ಕಳು ಸೇರಿಸಲು ಹಿಂದೇಟು ಹಾಕುತ್ತಿರುವ ದಿನಮಾನದಲ್ಲಿ ಸರ್ಕಾರ ಹಲವಾರು ಯೋಜನೆಗಳನ್ನು ಜಾರಿಗೊಳಿಸಿ ಬಡಮಕ್ಕಳ ಶಿಕ್ಷಣಕ್ಕಾಗಿ ಸಾವಿರಾರು ಕೋಟಿ ಹಣ ಸುರಿಯುತ್ತಿದ್ದರೂ, ಅದನ್ನು ಸರಿಯಾಗಿ ಸದ್ಬಳಕೆ ಮಾಡದೇ ಪುರಸಭೆಯಲ್ಲಿರುವ ಗ್ರಾಮೀಣ ಅಧಿಕಾರಿಗಳ ನಿರ್ಲಕ್ಷ್ಯದಿಂದ ಅದೆಷ್ಟೋ ಸರಕಾರಿ ಶಾಲೆಗಳು ಮುಚ್ಚಲಾಗುತ್ತಿವೆ. ಆದರೆ ಇಲ್ಲೊಬ್ಬ ಶಿಕ್ಷಣ ಪ್ರೇಮಿ ತನ್ನ ಗ್ರಾಮದ ಸರಕಾರಿ ಶಾಲೆಗೆ ಹೊಸ ರೂಪ ನೀಡಿ ಮಕ್ಕಳ ಕಲಿಕೆಗೆ ಉತ್ತಮ ವಾತಾವರಣ ನಿರ್ಮಿಸಿದ್ದಾರೆ. ಶಾಲೆಯ ಆವರಣದಲ್ಲಿ ಕೈತೋಟ, ಕೃಷಿ ಚಟುವಟಿಕೆ, ಪರಿಸರ ಜಾಗೃತಿ ಮೂಲಕ ಶಾಲೆಯನ್ನು ಮಾದರಿಯಾಗಿಸಿದ್ದಾರೆ. ಇಂತಹ ಪ್ರಯತ್ನ ಗುರುತಿಸಿ ನಾಗನೂರ ಗ್ರಾಮದ ಜನತೆ ಸರ್ಕಾರಿ ಉರ್ದು ಶಾಲೆಯ ಅಭಿವೃದ್ಧಿಗೆ ಶಿಕ್ಷಕರು ಹಾಗೂ ಮಕ್ಕಳ ಜೊತೆಗೂಡಿ ಕಾರ್ಯ ನಿರ್ವಹಿಸುತ್ತಿದ್ದಾರೆ. ಕನ್ನಡ ಶಾಲೆ, ಉರ್ದು ಶಾಲೆ ಎಂಬ ಭೇದಭಾವ ಇಲ್ಲದೆ ಎಲ್ಲ ಮಕ್ಕಳಿಗೆ ಉತ್ತಮ ಶಿಕ್ಷಣ ದೊರೆಯಬೇಕು ಎಂಬ ಉದ್ದೇಶದಿಂದ ಶೌಕತ್ ಅಲಿ ಅವರು ತಮ್ಮ ಸಮಯ ಮತ್ತು ಶ್ರಮವನ್ನು ಶಾಲೆಯ ಏಳಿಗೆಗೆ ಮೀಸಲಿಟ್ಟಿದ್ದಾರೆ. ಸರ್ಕಾರ ಇಂತಹ ವ್ಯಕ್ತಿ ಗುರುತಿಸುವ ಕಾರ್ಯ ಮಾಡಬೇಕು ಎಂದು ಗ್ರಾಮಸ್ಥರು ಆಗ್ರಹಿಸಿದ್ದಾರೆ. [478, 326, 618, 493]
lead-photo-school [330, 193, 469, 302]
nrega-story-byline: ಕನ್ನಡ ಜನಶ್ರೀ ಸುದ್ದಿ ಜಾಲ [310, 1168, 376, 1177]
lead-photo-jcb [478, 193, 770, 325]
lead-body-col5: ನವಲಗುಂದ : ಸರ್ಕಾರಿ ಶಾಲೆಗಳಿಗೆ ಕಲಿಕೆಗೆ ಪಾಲಕರು ಮಕ್ಕಳು ಸೇರಿಸಲು ಹಿಂದೇಟು ಹಾಕುತ್ತಿರುವ ದಿನಮಾನದಲ್ಲಿ ಸರ್ಕಾರ ಹಲವಾರು ಯೋಜನೆಗಳನ್ನು ಜಾರಿಗೊಳಿಸಿ ಬಡಮಕ್ಕಳ ಶಿಕ್ಷಣಕ್ಕಾಗಿ ಸಾವಿರಾರು ಕೋಟಿ ಹಣ ಸುರಿಯುತ್ತಿದ್ದರೂ, ಅದನ್ನು ಸರಿಯಾಗಿ ಸದ್ಬಳಕೆ ಮಾಡದೇ ಪುರಸಭೆಯಲ್ಲಿರುವ ಗ್ರಾಮೀಣ ಅಧಿಕಾರಿಗಳ ನಿರ್ಲಕ್ಷ್ಯದಿಂದ ಅದೆಷ್ಟೋ ಸರಕಾರಿ ಶಾಲೆಗಳು ಮುಚ್ಚಲಾಗುತ್ತಿವೆ. ಆದರೆ ಇಲ್ಲೊಬ್ಬ ಶಿಕ್ಷಣ ಪ್ರೇಮಿ ತನ್ನ ಗ್ರಾಮದ ಸರಕಾರಿ ಶಾಲೆಗೆ ಹೊಸ ರೂಪ ನೀಡಿ ಮಕ್ಕಳ ಕಲಿಕೆಗೆ [625, 432, 771, 500]
masthead [30, 26, 915, 57]
section-rule-2 [278, 1088, 915, 1090]
lead-rule [30, 176, 915, 177]
birds-story-photo [412, 803, 662, 932]
cmyk-mark-right: CMYK [765, 1445, 789, 1454]
nrega-story-col1: ಗಜೇಂದ್ರಗಡ: ಬೇಸಿಗೆಯಲ್ಲಿ ದುಡಿಯುವ ಕೈಗೆ ಕೆಲಸ ಇಲ್ಲವೆಂದು ಯಾರೂ ಚಿಂತಿಸಬೇಕಿಲ್ಲ. ನರೇಗಾ ಯೋಜನೆಯಡಿ ಪ್ರತಿದಿನ ರೂ.370 ಕೂಲಿ ನೀಡಲಾಗುತ್ತಿದ್ದು ಕನಿಷ್ಠ 60 ದಿನ ಕೆಲಸ ಮಾಡಿದರೆ 22,200 ರೂಪಾಯಿ ಪಡೆಯಬಹುದು ಎಂದು ತಾಲೂಕು ಪಂಚಾಯತ ಕಾರ್ಯನಿರ್ವಾಹಕ ಅಧಿಕಾರಿ ಸಲಹೆ ನೀಡಿದರು. ಗ್ರಾಮದ ಕೆರೆ ಹೂಳೆತ್ತುವ ಕಾಮಗಾರಿ ಸ್ಥಳಕ್ಕೆ ಭೇಟಿ ನೀಡಿ ಕಾರ್ಮಿಕರೊಂದಿಗೆ ಚರ್ಚಿಸಿದರು. ಕಾರ್ಮಿಕರಿಗೆ ಕುಡಿಯುವ ನೀರು, ನೆರಳು, ಪ್ರಥಮ ಚಿಕಿತ್ಸೆ ವ್ಯವಸ್ಥೆ ಕಲ್ಪಿಸಲಾಗಿದೆ. ಸಮಾನ ಕೆಲಸಕ್ಕೆ ಸಮಾನ ವೇತನ ನೀಡಲಾಗುತ್ತಿದ್ದು ಮಹಿಳೆಯರು ಹೆಚ್ಚಿನ ಸಂಖ್ಯೆಯಲ್ಲಿ ಭಾಗವಹಿಸಬೇಕು. ಉದ್ಯೋಗ ಚೀಟಿ ಇಲ್ಲದವರು ಗ್ರಾಮ ಪಂಚಾಯತಿಗೆ ಅರ್ಜಿ ಸಲ್ಲಿಸಿ ಪಡೆದುಕೊಳ್ಳಬೇಕು ಎಂದರು. ಗ್ರಾಮ ಪಂಚಾಯತ ಅಭಿವೃದ್ಧಿ ಅಧಿಕಾರಿ, ತಾಂತ್ರಿಕ ಸಹಾಯಕರು, ಕಾಯಕ ಬಂಧುಗಳು ಹಾಗೂ ಕಾರ್ಮಿಕರು ಉಪಸ್ಥಿತರಿದ್ದರು. [283, 1180, 448, 1288]
lead-quote-minister [776, 193, 916, 335]
census-top-rule [669, 787, 915, 788]
lead-byline: ಕನ್ನಡ ಜನಶ್ರೀ ಸುದ್ದಿ ಜಾಲ [50, 193, 116, 202]
wages-story-body: ಕೊಪ್ಪಳ: ಕಾರ್ಮಿಕರ ಕನಿಷ್ಠ ವೇತನ ಹೆಚ್ಚಳ ಮಾಡಿದ್ದನ್ನು ಸ್ವಾಗತಿಸಿ ರಾಜ್ಯ ಸರ್ಕಾರ ನಿರ್ಧಾರಕ್ಕೆ ಎಐಟಿಯುಸಿ ಸಂಘಟನೆ ಅಭಿನಂದನೆ ಸಲ್ಲಿಸಿದೆ. 15ರಿಂದ 20 ವರ್ಷದಿಂದ ಹೋರಾಡುತ್ತಿರುವ ಕಾರ್ಮಿಕರಿಗೆ ಇದು ದೊಡ್ಡ ಗೆಲುವು. ಕನಿಷ್ಠ ವೇತನ ರೂ.25,714ಕ್ಕೆ ಹೆಚ್ಚಿಸಿರುವುದು ಸ್ವಾಗತಾರ್ಹ. ಈ ಆದೇಶವನ್ನು ಶೀಘ್ರ ಜಾರಿಗೊಳಿಸಬೇಕು ಎಂದು ಒತ್ತಾಯಿಸಲಾಯಿತು. ಸಂಘಟನೆಯ ಜಿಲ್ಲಾ ಪದಾಧಿಕಾರಿಗಳು ಹಾಗೂ ಕಾರ್ಮಿಕರು ಉಪಸ್ಥಿತರಿದ್ದರು. [669, 645, 915, 683]
dargah-story-body-col2: ಲಕ್ಷ್ಮೇಶ್ವರ: ಪಟ್ಟಣದ ಹಿಂದೂ-ಮುಸ್ಲಿಮರ ಭಾವೈಕ್ಯ ಕೇಂದ್ರವಾಗಿರುವ ದೂದಪೀರಾಂ ದರ್ಗಾಕ್ಕೆ ಜಿಲ್ಲಾ ಉಸ್ತುವಾರಿ ಸಚಿವ ಡಾ. ಎಚ್.ಕೆ. ಪಾಟೀಲ ಭೇಟಿ ನೀಡಿ ಪ್ರಾರ್ಥನೆ ಸಲ್ಲಿಸಿದರು. ದರ್ಗಾದ 136ನೇ ಉರುಸು 3 ದಿನಗಳಿಂದ ನಡೆಯುತ್ತಿದ್ದು ದೂದನಾನಾ ಮಹಾತ್ಮರ ಗದ್ದುಗೆಗೆ ಸಚಿವರು ಕಾಣಿಕೆ ಸಮರ್ಪಿಸಿದರು. ಬಳಿಕ ಮಾತನಾಡಿದ ಸಚಿವರು, ಲಕ್ಷ್ಮೇಶ್ವರ ಪುಲ್ಲಿಗೆರೆಯಿಂದ ಪ್ರಸಿದ್ಧವಾದ ಐತಿಹಾಸಿಕ ಸ್ಥಳವಾಗಿದೆ. ಇಲ್ಲಿನ ಭಾವೈಕ್ಯತೆ ನಾಡಿಗೆ ಮಾದರಿಯಾಗಿದೆ ಎಂದರು. ಪುರಸಭೆ ಅಧ್ಯಕ್ಷ, ಸದಸ್ಯರು, ದರ್ಗಾ ಕಮಿಟಿ ಅಧ್ಯಕ್ಷರು, ಕಾಂಗ್ರೆಸ್ ಮುಖಂಡರು ಹಾಗೂ ಭಕ್ತರು ಇದ್ದರು. [30, 1218, 274, 1266]
